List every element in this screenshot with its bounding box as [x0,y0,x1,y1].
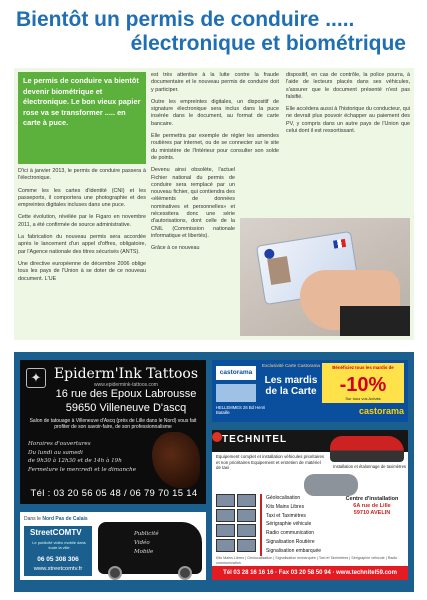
hours-line: Fermeture le mercredi et le dimanche [28,466,137,473]
ad-website[interactable]: www.epidermink-tattoos.com [94,382,158,388]
ad-phone: Tél : 03 20 56 05 48 / 06 79 70 15 14 [30,488,198,499]
tattoo-logo-icon: ✦ [26,368,46,388]
kicker-region: Nord Pas de Calais [42,516,88,522]
paragraph: Elle permettra par exemple de régler les amendes routières par internet, ou de se connecter sur le site du ministère de l'Intérieur pour consulter son solde de points. [151,133,279,161]
ad-technitel[interactable] [212,430,408,580]
technitel-logo-icon [212,432,222,442]
ad-footnote: Kits Mains Libres | Géolocalisation | Signalisation embarquée | Taxi et Taximètres | Sérigraphie véhicule | Radio communication [216,556,398,565]
title-line-2: électronique et biométrique [130,32,406,55]
castorama-logo: castorama [216,366,256,380]
kicker-prefix: Dans le [24,516,41,522]
install-center [340,496,404,517]
ad-description: Salon de tatouage à Villeneuve d'Ascq (près de Lille dans le Nord) vous fait profiter de son savoir-faire, de son professionnalisme [29,418,197,430]
ad-kicker: Exclusivité Carte Castorama [262,363,320,368]
article-intro: Le permis de conduire va bientôt devenir biométrique et électronique. Le bon vieux papier rose va se transformer ..... en carte à puce. [18,72,146,164]
paragraph: dispositif, en cas de contrôle, la police pourra, à l'aide de lecteurs placés dans ses véhicules, s'assurer que le document présenté n'est pas falsifié. [286,72,410,100]
page-title [16,8,416,56]
hours-line: de 9h30 à 12h30 et de 14h à 19h [28,458,122,464]
services-list [260,494,334,556]
product-thumbnail [237,539,256,552]
paragraph: est très attentive à la lutte contre la fraude documentaire et le nouveau permis de conduire doit y participer. [151,72,279,93]
license-card-photo [240,218,410,336]
promo-header: Bénéficiez tous les mardis de [332,365,394,370]
title-line-1: Bientôt un permis de conduire ..... [16,8,355,31]
center-street: 6A rue de Lille [353,503,391,509]
french-flag-icon [333,239,346,249]
ad-description: Equipement complet et installation véhicules prioritaires et non prioritaires Equipement et entretien de matériel de taxi [216,454,325,471]
mirror-image [304,474,358,496]
paragraph: D'ici à janvier 2013, le permis de conduire passera à l'électronique. [18,168,146,182]
product-thumbnail [216,509,235,522]
store-address: HELLEMMES 26 Bd Henri Bataille [216,405,266,416]
hours-line: Du lundi au samedi [28,449,83,456]
article-column-1 [18,168,146,288]
van-image [98,522,202,574]
wallet-image [340,306,410,336]
car-image [330,436,404,462]
id-photo [267,256,291,285]
paragraph: Une directive européenne de décembre 2006 oblige tous les pays de l'Union à se doter de ce nouveau document. L'UE [18,260,146,282]
promo-box [322,363,404,403]
service-item: Radio communication [266,530,315,537]
ad-kicker [24,516,88,522]
paragraph: Comme les les cartes d'identité (CNI) et les passeports, il comportera une photographie et des empreintes digitales incluses dans une puce. [18,187,146,209]
van-text-line: Vidéo [134,540,150,546]
service-item: Sérigraphie véhicule [266,521,312,528]
wheel-icon [178,566,192,580]
center-city: 59710 AVELIN [353,510,391,516]
streetcom-box [24,526,92,576]
promo-value: -10% [339,374,387,396]
ad-hours [28,440,138,474]
article [14,68,414,340]
service-item: Signalisation Routière [266,538,315,545]
service-item: Kits Mains Libres [266,503,305,510]
product-thumbnail [216,494,235,507]
ad-name: Epiderm'Ink Tattoos [53,366,199,382]
ad-website[interactable]: www.streetcomtv.fr [33,566,83,572]
promo-footer: Sur tous vos Achats [345,396,381,401]
product-thumbnail [237,494,256,507]
paragraph: Devenu ainsi obsolète, l'actuel Fichier national du permis de conduire sera remplacé par un nouveau fichier, qui contiendra des «éléments de données nominatives et personnelles» et nécessitera donc une série d'autorisations, dont celle de la CNIL (Commission nationale informatique et libertés). [151,167,235,239]
tattoo-artwork-image [152,432,200,488]
service-item: Taxi et Taximètres [266,512,306,519]
card-image [216,384,256,402]
service-item: Signalisation embarquée [266,547,322,554]
ad-castorama[interactable] [212,360,408,422]
product-thumbnails [216,494,256,552]
ad-address-line-1: 16 rue des Epoux Labrousse [55,388,197,400]
ad-phone: 06 05 308 306 [37,556,79,563]
van-text-line: Mobile [134,549,154,555]
ad-epiderm-tattoos[interactable] [20,360,206,504]
van-text [134,530,159,557]
wheel-icon [108,566,122,580]
ad-headline: Les mardis de la Carte [264,375,318,397]
service-item: Géolocalisation [266,495,301,501]
product-thumbnail [216,524,235,537]
ad-name: TECHNITEL [222,434,288,445]
castorama-brand: castorama [358,406,404,416]
product-thumbnail [237,524,256,537]
advertisements [14,352,414,592]
article-column-3 [286,72,410,140]
ad-name: StreetCOMTV [30,528,82,537]
paragraph: Grâce à ce nouveau [151,245,200,252]
van-text-line: Publicité [134,531,159,537]
product-thumbnail [216,539,235,552]
product-thumbnail [237,509,256,522]
ad-address-line-2: 59650 Villeneuve D'ascq [65,402,187,414]
paragraph: Outre les empreintes digitales, un dispositif de signature électronique sera inclus dans la puce insérée dans le document, au format de carte bancaire. [151,98,279,127]
paragraph: Cette évolution, révélée par le Figaro en novembre 2011, a été confirmée de source administrative. [18,214,146,228]
ad-install-text: Installation et étalonnage de taximètres [333,464,406,469]
ad-streetcomtv[interactable] [20,512,206,580]
hours-line: Horaires d'ouvertures [28,441,91,447]
ad-tagline: Le publicité vidéo mobile dans toute la ville [32,540,86,550]
paragraph: La fabrication du nouveau permis sera accordée après le lancement d'un appel d'offres, obligatoire, par l'Agence nationale des titres sécurisés (ANTS). [18,234,146,255]
center-title: Centre d'installation [345,496,399,502]
ad-phone: Tél 03 28 16 16 16 · Fax 03 20 58 50 94 · www.technitel59.com [212,566,408,580]
paragraph: Elle accédera aussi à l'historique du conducteur, qui ne devrait plus pouvoir échapper au paiement des PV, y compris dans un autre pays de l'Union que celui dont il est ressortissant. [286,106,410,135]
